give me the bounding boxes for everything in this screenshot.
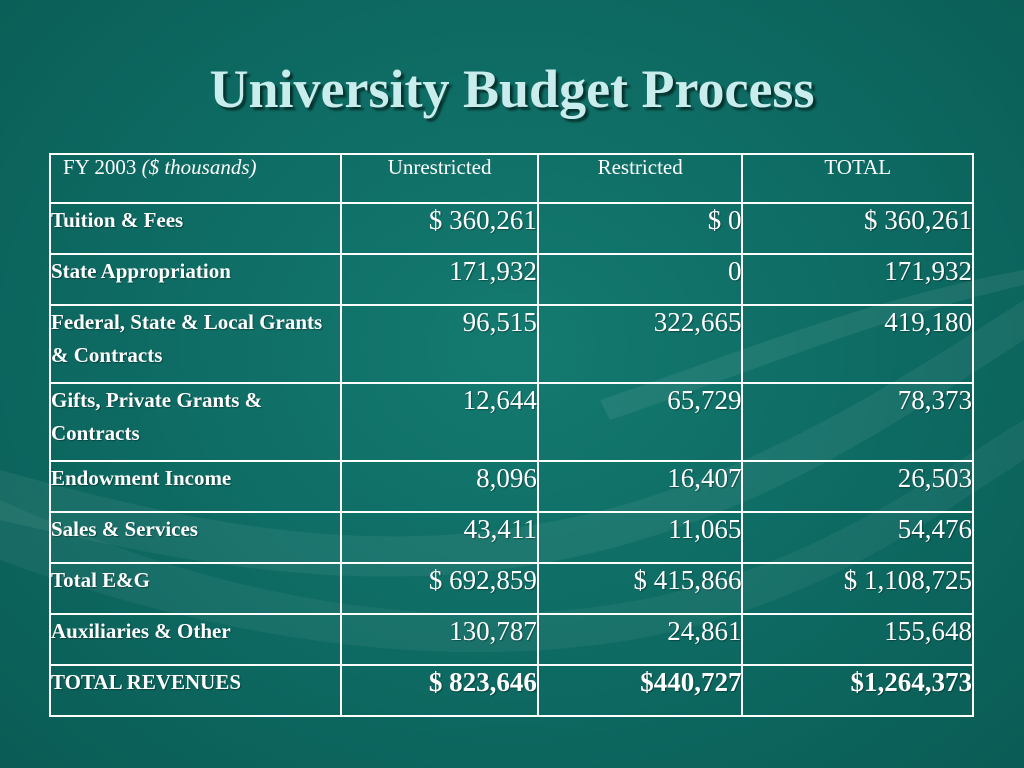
row-label: Auxiliaries & Other [50, 614, 341, 665]
cell-total: 78,373 [742, 383, 973, 461]
header-total: TOTAL [742, 154, 973, 203]
cell-total: 26,503 [742, 461, 973, 512]
row-label: Sales & Services [50, 512, 341, 563]
cell-restricted: 16,407 [538, 461, 743, 512]
table-row [50, 203, 973, 254]
header-unrestricted: Unrestricted [341, 154, 538, 203]
cell-restricted: 11,065 [538, 512, 743, 563]
cell-total: $ 1,108,725 [742, 563, 973, 614]
cell-unrestricted: $ 360,261 [341, 203, 538, 254]
table-row [50, 461, 973, 512]
row-label: Endowment Income [50, 461, 341, 512]
slide-title: University Budget Process [209, 59, 815, 119]
cell-restricted: $ 415,866 [538, 563, 743, 614]
cell-total: 155,648 [742, 614, 973, 665]
cell-restricted: $ 0 [538, 203, 743, 254]
cell-total: 171,932 [742, 254, 973, 305]
header-units: ($ thousands) [141, 155, 257, 179]
table-header-row [50, 154, 973, 203]
cell-unrestricted: 96,515 [341, 305, 538, 383]
cell-total: 54,476 [742, 512, 973, 563]
table-row [50, 383, 973, 461]
cell-restricted: 322,665 [538, 305, 743, 383]
cell-unrestricted: $ 692,859 [341, 563, 538, 614]
cell-restricted: 24,861 [538, 614, 743, 665]
cell-total: 419,180 [742, 305, 973, 383]
row-label: Total E&G [50, 563, 341, 614]
budget-table [49, 153, 974, 717]
table-row [50, 512, 973, 563]
cell-unrestricted: 171,932 [341, 254, 538, 305]
row-label: Tuition & Fees [50, 203, 341, 254]
header-fiscal-year [50, 154, 341, 203]
table-row [50, 305, 973, 383]
cell-restricted: 0 [538, 254, 743, 305]
row-label: Federal, State & Local Grants & Contracts [50, 305, 341, 383]
table-row [50, 254, 973, 305]
cell-restricted: 65,729 [538, 383, 743, 461]
table-row [50, 614, 973, 665]
table-row-total-revenues [50, 665, 973, 716]
cell-unrestricted: 12,644 [341, 383, 538, 461]
cell-total: $ 360,261 [742, 203, 973, 254]
row-label: Gifts, Private Grants & Contracts [50, 383, 341, 461]
cell-total: $1,264,373 [742, 665, 973, 716]
table-row [50, 563, 973, 614]
row-label: State Appropriation [50, 254, 341, 305]
row-label: TOTAL REVENUES [50, 665, 341, 716]
cell-unrestricted: $ 823,646 [341, 665, 538, 716]
header-restricted: Restricted [538, 154, 743, 203]
cell-unrestricted: 8,096 [341, 461, 538, 512]
cell-unrestricted: 43,411 [341, 512, 538, 563]
cell-restricted: $440,727 [538, 665, 743, 716]
cell-unrestricted: 130,787 [341, 614, 538, 665]
header-year: FY 2003 [63, 155, 137, 179]
